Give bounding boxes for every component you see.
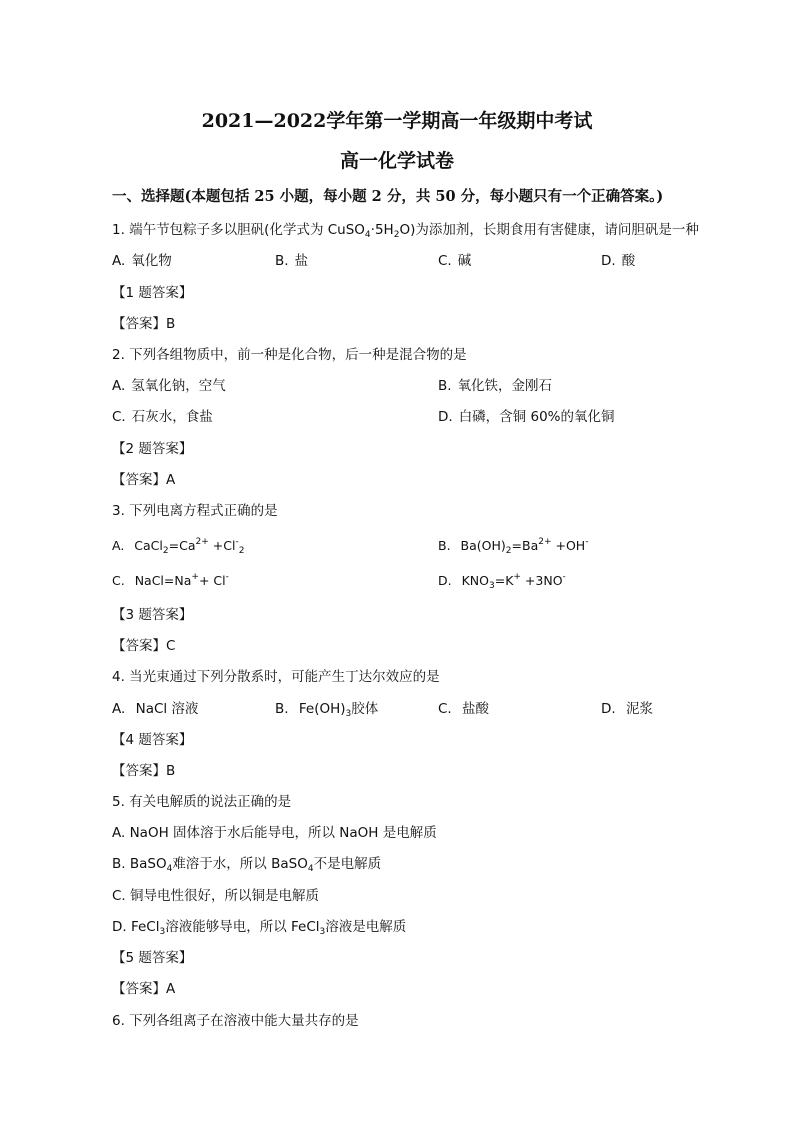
question-6-stem: 6. 下列各组离子在溶液中能大量共存的是	[112, 1013, 359, 1029]
exam-subtitle: 高一化学试卷	[339, 150, 454, 172]
question-2-option-d: D. 白磷，含铜 60%的氧化铜	[438, 409, 615, 425]
question-4-answer-heading: 【4 题答案】	[112, 732, 193, 748]
question-4-option-b: B. $Fe(OH)_3$胶体	[275, 701, 379, 719]
question-5-option-a: A. NaOH 固体溶于水后能导电，所以 NaOH 是电解质	[112, 825, 437, 841]
question-5-option-d: D. FeCl$_3$溶液能够导电，所以 FeCl$_3$溶液是电解质	[112, 919, 407, 937]
question-1-answer-heading: 【1 题答案】	[112, 285, 193, 301]
section-heading: 一、选择题(本题包括 25 小题，每小题 2 分，共 50 分，每小题只有一个正确答案。)	[112, 188, 664, 205]
question-1-stem: 1. 端午节包粽子多以胆矾(化学式为 $CuSO_4\cdot 5H_2O$)为添加剂，长期食用有害健康，请问胆矾是一种	[112, 222, 699, 240]
question-3-option-c: C. NaCl=Na++ Cl-	[112, 572, 229, 588]
question-3-answer-heading: 【3 题答案】	[112, 607, 193, 623]
question-2-answer: 【答案】A	[112, 472, 176, 488]
question-3-option-a: A. $CaCl_2=Ca^{2+} +Cl^-_2$	[112, 537, 245, 556]
question-1-option-a: A. 氧化物	[112, 253, 172, 269]
question-2-option-b: B. 氧化铁，金刚石	[438, 378, 553, 394]
exam-title: 2021—2022学年第一学期高一年级期中考试	[201, 110, 593, 132]
question-1-answer: 【答案】B	[112, 316, 176, 332]
question-1-option-b: B. 盐	[275, 253, 309, 269]
question-5-stem: 5. 有关电解质的说法正确的是	[112, 794, 292, 810]
question-3-option-b: B. $Ba(OH)_2=Ba^{2+} +OH^-$	[438, 537, 589, 556]
question-4-option-c: C. 盐酸	[438, 701, 490, 717]
question-2-answer-heading: 【2 题答案】	[112, 441, 193, 457]
question-2-stem: 2. 下列各组物质中，前一种是化合物，后一种是混合物的是	[112, 347, 467, 363]
question-3-answer: 【答案】C	[112, 638, 176, 654]
question-3-option-d: D. $KNO_3=K^+ +3NO^-$	[438, 572, 566, 591]
question-1-option-c: C. 碱	[438, 253, 472, 269]
question-5-answer: 【答案】A	[112, 981, 176, 997]
question-1-option-d: D. 酸	[601, 253, 636, 269]
question-4-answer: 【答案】B	[112, 763, 176, 779]
question-4-stem: 4. 当光束通过下列分散系时，可能产生丁达尔效应的是	[112, 669, 440, 685]
question-4-option-d: D. 泥浆	[601, 701, 653, 717]
question-2-option-a: A. 氢氧化钠，空气	[112, 378, 226, 394]
question-5-answer-heading: 【5 题答案】	[112, 950, 193, 966]
question-5-option-c: C. 铜导电性很好，所以铜是电解质	[112, 888, 320, 904]
question-2-option-c: C. 石灰水，食盐	[112, 409, 213, 425]
question-3-stem: 3. 下列电离方程式正确的是	[112, 503, 278, 519]
question-5-option-b: B. BaSO$_4$难溶于水，所以 BaSO$_4$不是电解质	[112, 856, 382, 874]
question-4-option-a: A. NaCl 溶液	[112, 701, 199, 717]
